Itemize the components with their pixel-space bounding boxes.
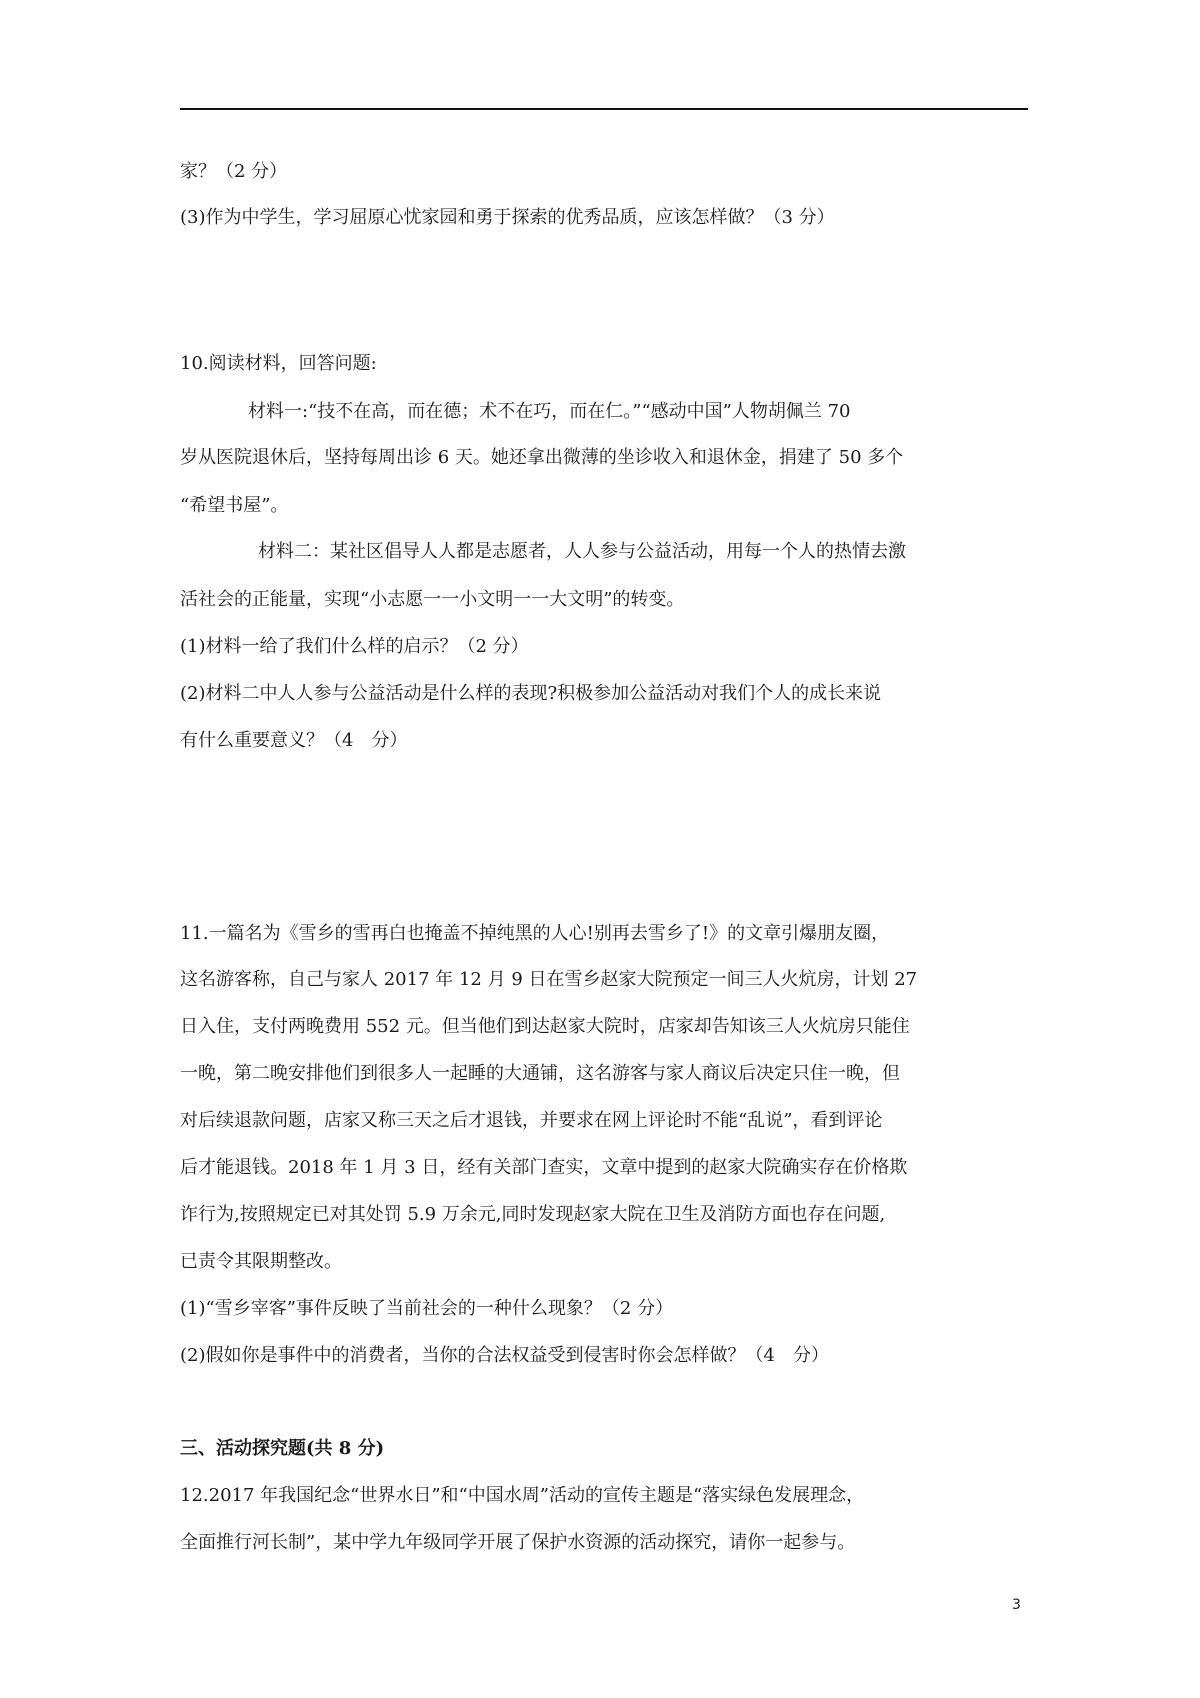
q11-line4: 一晚，第二晚安排他们到很多人一起睡的大通铺，这名游客与家人商议后决定只住一晚，但 — [180, 1063, 900, 1084]
q11-sub-question-2: (2)假如你是事件中的消费者，当你的合法权益受到侵害时你会怎样做？（4 分） — [180, 1345, 829, 1366]
q10-material2-line2: 活社会的正能量，实现“小志愿一一小文明一一大文明”的转变。 — [180, 589, 685, 610]
q11-line5: 对后续退款问题，店家又称三天之后才退钱，并要求在网上评论时不能“乱说”，看到评论 — [180, 1110, 883, 1131]
q11-line7: 诈行为,按照规定已对其处罚 5.9 万余元,同时发现赵家大院在卫生及消防方面也存在问题, — [180, 1204, 886, 1225]
q11-line2: 这名游客称，自己与家人 2017 年 12 月 9 日在雪乡赵家大院预定一间三人火炕房，计划 27 — [180, 969, 918, 990]
page-number: 3 — [1012, 1597, 1021, 1613]
q9-sub-question-3: (3)作为中学生，学习屈原心忧家园和勇于探索的优秀品质，应该怎样做？（3 分） — [180, 207, 835, 228]
q10-sub-question-2-line1: (2)材料二中人人参与公益活动是什么样的表现?积极参加公益活动对我们个人的成长来说 — [180, 683, 882, 704]
q11-line6: 后才能退钱。2018 年 1 月 3 日，经有关部门查实，文章中提到的赵家大院确实存在价格欺 — [180, 1157, 908, 1178]
header-rule — [180, 108, 1028, 110]
q10-material1-line2: 岁从医院退休后，坚持每周出诊 6 天。她还拿出微薄的坐诊收入和退休金，捐建了 50 多个 — [180, 447, 904, 468]
q11-line3: 日入住，支付两晚费用 552 元。但当他们到达赵家大院时，店家却告知该三人火炕房只能住 — [180, 1016, 910, 1037]
q10-sub-question-1: (1)材料一给了我们什么样的启示？（2 分） — [180, 636, 529, 657]
section3-heading: 三、活动探究题(共 8 分) — [180, 1438, 385, 1459]
q11-line1: 11.一篇名为《雪乡的雪再白也掩盖不掉纯黑的人心!别再去雪乡了!》的文章引爆朋友圈， — [180, 923, 890, 944]
q9-continuation: 家？（2 分） — [180, 161, 288, 182]
q10-sub-question-2-line2: 有什么重要意义？（4 分） — [180, 730, 408, 751]
q11-line8: 已责令其限期整改。 — [180, 1251, 342, 1272]
q10-stem: 10.阅读材料，回答问题: — [180, 353, 377, 374]
q11-sub-question-1: (1)“雪乡宰客”事件反映了当前社会的一种什么现象？（2 分） — [180, 1298, 674, 1319]
q10-material1-line3: “希望书屋”。 — [180, 495, 289, 516]
q10-material1-line1: 材料一:“技不在高，而在德；术不在巧，而在仁。”“感动中国”人物胡佩兰 70 — [248, 401, 851, 422]
q10-material2-line1: 材料二：某社区倡导人人都是志愿者，人人参与公益活动，用每一个人的热情去激 — [258, 541, 906, 562]
q12-line1: 12.2017 年我国纪念“世界水日”和“中国水周”活动的宣传主题是“落实绿色发展理念， — [180, 1485, 865, 1506]
q12-line2: 全面推行河长制”，某中学九年级同学开展了保护水资源的活动探究，请你一起参与。 — [180, 1532, 856, 1553]
